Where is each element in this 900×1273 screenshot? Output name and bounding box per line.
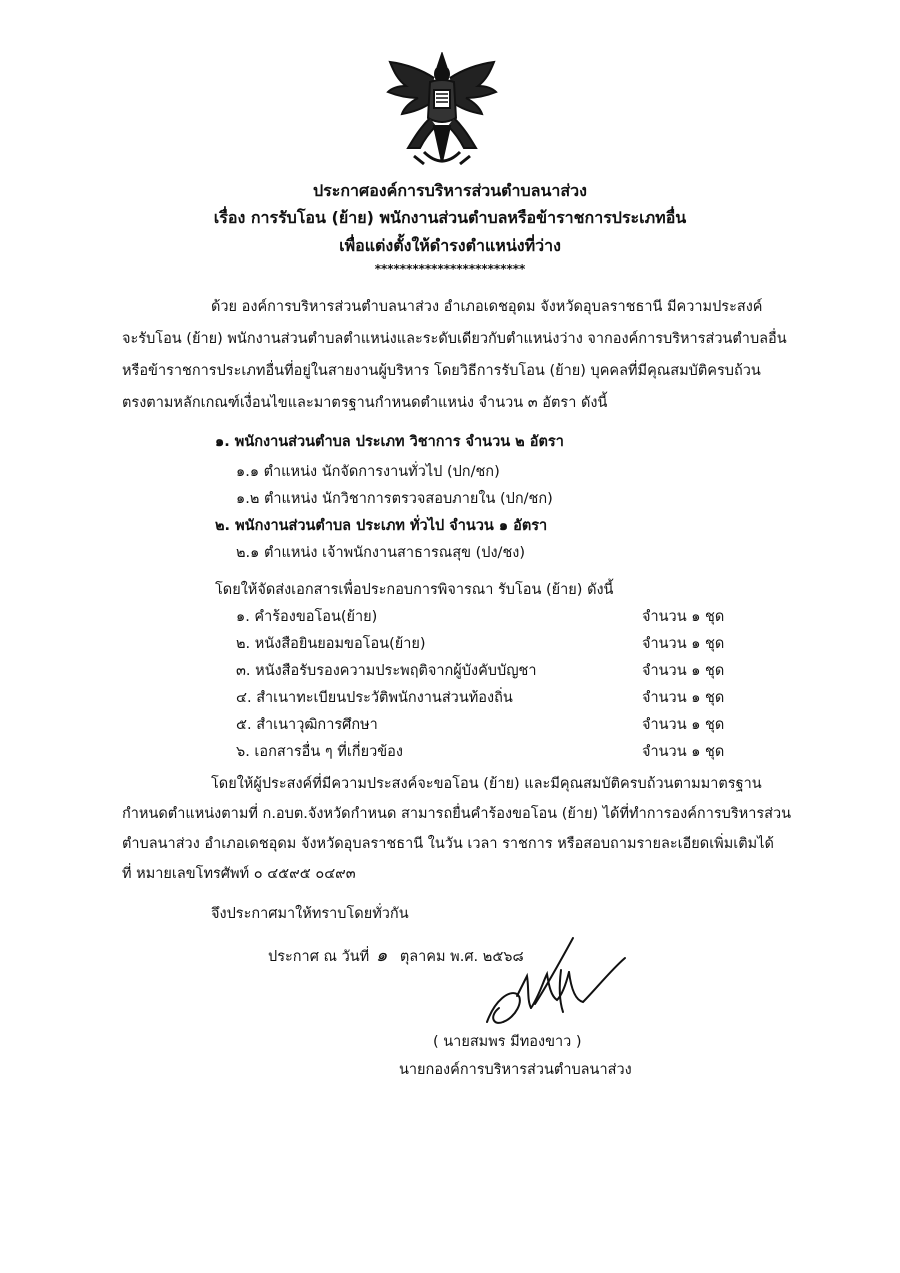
position-item-2-1: ๒.๑ ตำแหน่ง เจ้าพนักงานสาธารณสุข (ปง/ชง) bbox=[236, 545, 526, 561]
document-item-label: ๕. สำเนาวุฒิการศึกษา bbox=[236, 717, 378, 733]
position-group-1: ๑. พนักงานส่วนตำบล ประเภท วิชาการ จำนวน ๒ อัตรา bbox=[215, 434, 564, 450]
document-item-qty: จำนวน ๑ ชุด bbox=[642, 609, 725, 625]
header-separator: ************************ bbox=[374, 262, 526, 276]
document-item-qty: จำนวน ๑ ชุด bbox=[642, 663, 725, 679]
date-prefix: ประกาศ ณ วันที่ bbox=[268, 949, 370, 965]
signer-title: นายกองค์การบริหารส่วนตำบลนาส่วง bbox=[399, 1062, 632, 1078]
closing-line-4: ที่ หมายเลขโทรศัพท์ ๐ ๔๕๙๕ ๐๔๙๓ bbox=[122, 866, 356, 882]
announce-text: จึงประกาศมาให้ทราบโดยทั่วกัน bbox=[211, 906, 409, 922]
handwritten-signature bbox=[465, 930, 635, 1040]
document-item-label: ๖. เอกสารอื่น ๆ ที่เกี่ยวข้อง bbox=[236, 744, 403, 760]
garuda-emblem-icon bbox=[384, 52, 500, 174]
document-item-label: ๓. หนังสือรับรองความประพฤติจากผู้บังคับบัญชา bbox=[236, 663, 537, 679]
document-item-qty: จำนวน ๑ ชุด bbox=[642, 690, 725, 706]
signer-name: ( นายสมพร มีทองขาว ) bbox=[433, 1034, 582, 1050]
date-day: ๑ bbox=[375, 945, 388, 966]
intro-line-2: จะรับโอน (ย้าย) พนักงานส่วนตำบลตำแหน่งและระดับเดียวกับตำแหน่งว่าง จากองค์การบริหารส่วนตำบลอื่น bbox=[122, 331, 787, 347]
document-item-label: ๑. คำร้องขอโอน(ย้าย) bbox=[236, 609, 378, 625]
intro-line-4: ตรงตามหลักเกณฑ์เงื่อนไขและมาตรฐานกำหนดตำแหน่ง จำนวน ๓ อัตรา ดังนี้ bbox=[122, 395, 608, 411]
document-item-label: ๔. สำเนาทะเบียนประวัติพนักงานส่วนท้องถิ่น bbox=[236, 690, 513, 706]
position-item-1-1: ๑.๑ ตำแหน่ง นักจัดการงานทั่วไป (ปก/ชก) bbox=[236, 464, 500, 480]
announcement-purpose: เพื่อแต่งตั้งให้ดำรงตำแหน่งที่ว่าง bbox=[339, 236, 561, 255]
document-item-qty: จำนวน ๑ ชุด bbox=[642, 636, 725, 652]
intro-line-1: ด้วย องค์การบริหารส่วนตำบลนาส่วง อำเภอเดชอุดม จังหวัดอุบลราชธานี มีความประสงค์ bbox=[211, 299, 763, 315]
closing-line-1: โดยให้ผู้ประสงค์ที่มีความประสงค์จะขอโอน (ย้าย) และมีคุณสมบัติครบถ้วนตามมาตรฐาน bbox=[211, 776, 762, 792]
position-group-2: ๒. พนักงานส่วนตำบล ประเภท ทั่วไป จำนวน ๑ อัตรา bbox=[215, 518, 548, 534]
document-item-label: ๒. หนังสือยินยอมขอโอน(ย้าย) bbox=[236, 636, 426, 652]
document-item-qty: จำนวน ๑ ชุด bbox=[642, 744, 725, 760]
announcement-title: ประกาศองค์การบริหารส่วนตำบลนาส่วง bbox=[313, 181, 587, 200]
announcement-subject: เรื่อง การรับโอน (ย้าย) พนักงานส่วนตำบลหรือข้าราชการประเภทอื่น bbox=[213, 208, 687, 227]
closing-line-2: กำหนดตำแหน่งตามที่ ก.อบต.จังหวัดกำหนด สามารถยื่นคำร้องขอโอน (ย้าย) ได้ที่ทำการองค์การบริหารส่วน bbox=[122, 806, 792, 822]
document-item-qty: จำนวน ๑ ชุด bbox=[642, 717, 725, 733]
intro-line-3: หรือข้าราชการประเภทอื่นที่อยู่ในสายงานผู้บริหาร โดยวิธีการรับโอน (ย้าย) บุคคลที่มีคุณสมบัติครบถ้วน bbox=[122, 363, 761, 379]
documents-intro: โดยให้จัดส่งเอกสารเพื่อประกอบการพิจารณา รับโอน (ย้าย) ดังนี้ bbox=[215, 582, 614, 598]
position-item-1-2: ๑.๒ ตำแหน่ง นักวิชาการตรวจสอบภายใน (ปก/ชก) bbox=[236, 491, 553, 507]
date-suffix: ตุลาคม พ.ศ. ๒๕๖๘ bbox=[399, 949, 524, 965]
closing-line-3: ตำบลนาส่วง อำเภอเดชอุดม จังหวัดอุบลราชธานี ในวัน เวลา ราชการ หรือสอบถามรายละเอียดเพิ่มเติมได้ bbox=[122, 836, 774, 852]
